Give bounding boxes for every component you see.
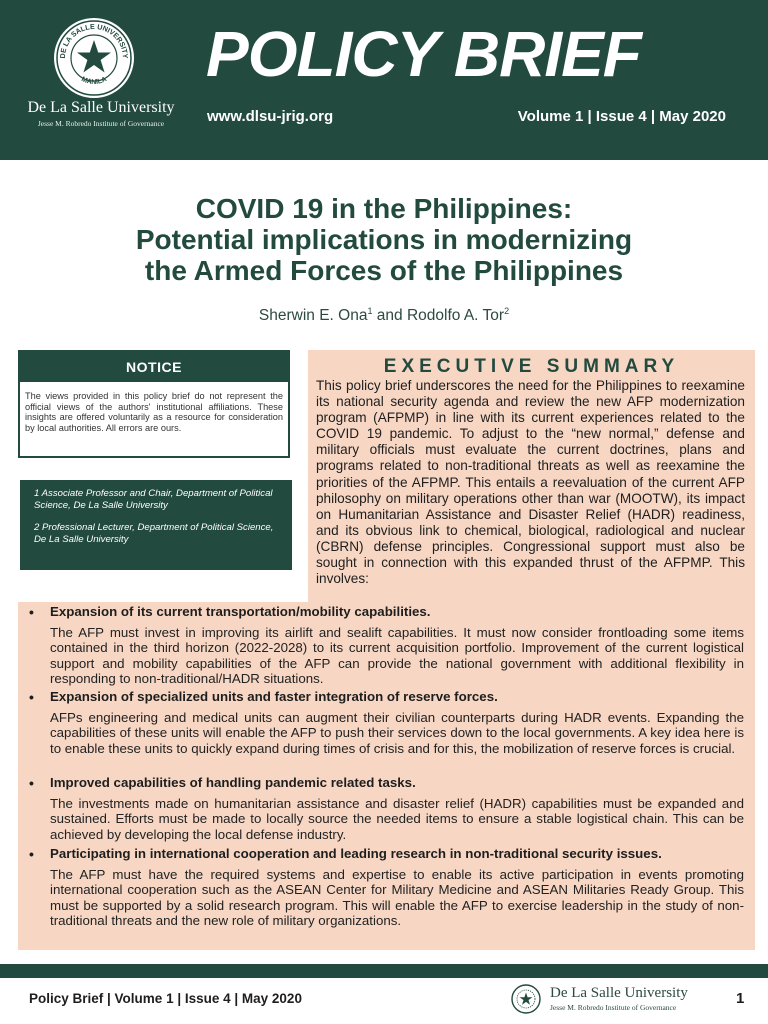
executive-summary-text: This policy brief underscores the need for the Philippines to reexamine its national security agenda and review the new AFP modernization program (AFPMP) in line with its current experiences related to the COVID 19 pandemic. To adjust to the “new normal,” defense and military officials must evaluate the current doctrines, plans and programs related to non-traditional threats as well as reexamine the priorities of the AFPMP. This entails a reevaluation of the current AFP philosophy on military operations other than war (MOOTW), its impact on Humanitarian Assistance and Disaster Relief (HADR) readiness, and its obvious link to chemical, biological, radiological and nuclear (CBRN) defense principles. Congressional support must also be sought in connection with this expanded thrust of the AFPMP. This involves: <box>316 378 745 587</box>
notice-box <box>18 350 290 458</box>
item-title: Expansion of its current transportation/mobility capabilities. <box>50 604 431 619</box>
bullet-icon: • <box>29 775 34 791</box>
page-number: 1 <box>736 990 745 1007</box>
item-body: The investments made on humanitarian assistance and disaster relief (HADR) capabilities must be expanded and sustained. Efforts must be made to locally source the needed items to ensure a stable logistical chain. This can be achieved by developing the local defense industry. <box>50 796 744 842</box>
author-1: Sherwin E. Ona <box>258 307 368 325</box>
author-join: and <box>372 307 407 325</box>
website-link[interactable]: www.dlsu-jrig.org <box>207 108 334 125</box>
item-title: Improved capabilities of handling pandemic related tasks. <box>50 775 416 790</box>
header-banner <box>0 0 768 160</box>
seal-bottom-text: MANILA <box>80 75 108 87</box>
notice-text: The views provided in this policy brief do not represent the official views of the authors' institutional affiliations. These insights are offered voluntarily as a resource for consideration by local authorities. All errors are ours. <box>25 391 283 433</box>
bullet-icon: • <box>29 689 34 705</box>
author-2-footnote-mark: 2 <box>504 306 510 316</box>
author-footnotes <box>20 480 292 570</box>
volume-issue-date: Volume 1 | Issue 4 | May 2020 <box>517 108 726 125</box>
policy-brief-title: POLICY BRIEF <box>206 18 641 90</box>
title-line: Potential implications in modernizing <box>135 224 633 255</box>
recommendations-box <box>18 602 755 950</box>
author-2: Rodolfo A. Tor <box>406 307 505 325</box>
item-body: The AFP must invest in improving its airlift and sealift capabilities. It must now consider frontloading some items contained in the third horizon (2022-2028) to its current acquisition portfolio. Improvement of the current logistical support and mobility capabilities of the AFP can provide the national government with additional flexibility in responding to non-traditional/HADR situations. <box>50 625 744 687</box>
footer-university-name: De La Salle University <box>550 985 688 1001</box>
authors-line <box>0 306 768 325</box>
author-1-footnote-mark: 1 <box>367 306 373 316</box>
article-title <box>40 193 728 286</box>
footnote-2: 2 Professional Lecturer, Department of Political Science, De La Salle University <box>34 522 274 545</box>
executive-summary-heading: EXECUTIVE SUMMARY <box>383 356 680 377</box>
title-line: the Armed Forces of the Philippines <box>144 255 624 286</box>
footnote-1: 1 Associate Professor and Chair, Department of Political Science, De La Salle University <box>34 488 273 511</box>
university-name: De La Salle University <box>27 99 175 116</box>
footer-bar <box>0 964 768 978</box>
university-seal-icon <box>511 984 541 1014</box>
notice-heading: NOTICE <box>20 352 288 382</box>
footer-institute-name: Jesse M. Robredo Institute of Governance <box>550 1003 677 1012</box>
bullet-icon: • <box>29 846 34 862</box>
university-seal-icon <box>52 16 136 100</box>
item-body: The AFP must have the required systems and expertise to enable its active participation in events promoting international cooperation such as the ASEAN Center for Military Medicine and ASEAN Militaries Ready Group. This must be supported by a solid research program. This will enable the AFP to exercise leadership in the study of non-traditional threats and the new role of military organizations. <box>50 867 744 929</box>
footer-issue-info: Policy Brief | Volume 1 | Issue 4 | May 2020 <box>29 991 302 1006</box>
title-line: COVID 19 in the Philippines: <box>195 193 573 224</box>
executive-summary-box <box>308 350 755 604</box>
bullet-icon: • <box>29 604 34 620</box>
item-body: AFPs engineering and medical units can augment their civilian counterparts during HADR events. Expanding the capabilities of these units will enable the AFP to push their services down to the local governments. A key idea here is to enable these units to quickly expand during times of crisis and for this, the mobilization of reserve forces is crucial. <box>50 710 744 756</box>
item-title: Expansion of specialized units and faster integration of reserve forces. <box>50 689 498 704</box>
institute-name: Jesse M. Robredo Institute of Governance <box>37 119 165 128</box>
item-title: Participating in international cooperation and leading research in non-traditional security issues. <box>50 846 662 861</box>
seal-top-text: DE LA SALLE UNIVERSITY <box>57 21 131 59</box>
